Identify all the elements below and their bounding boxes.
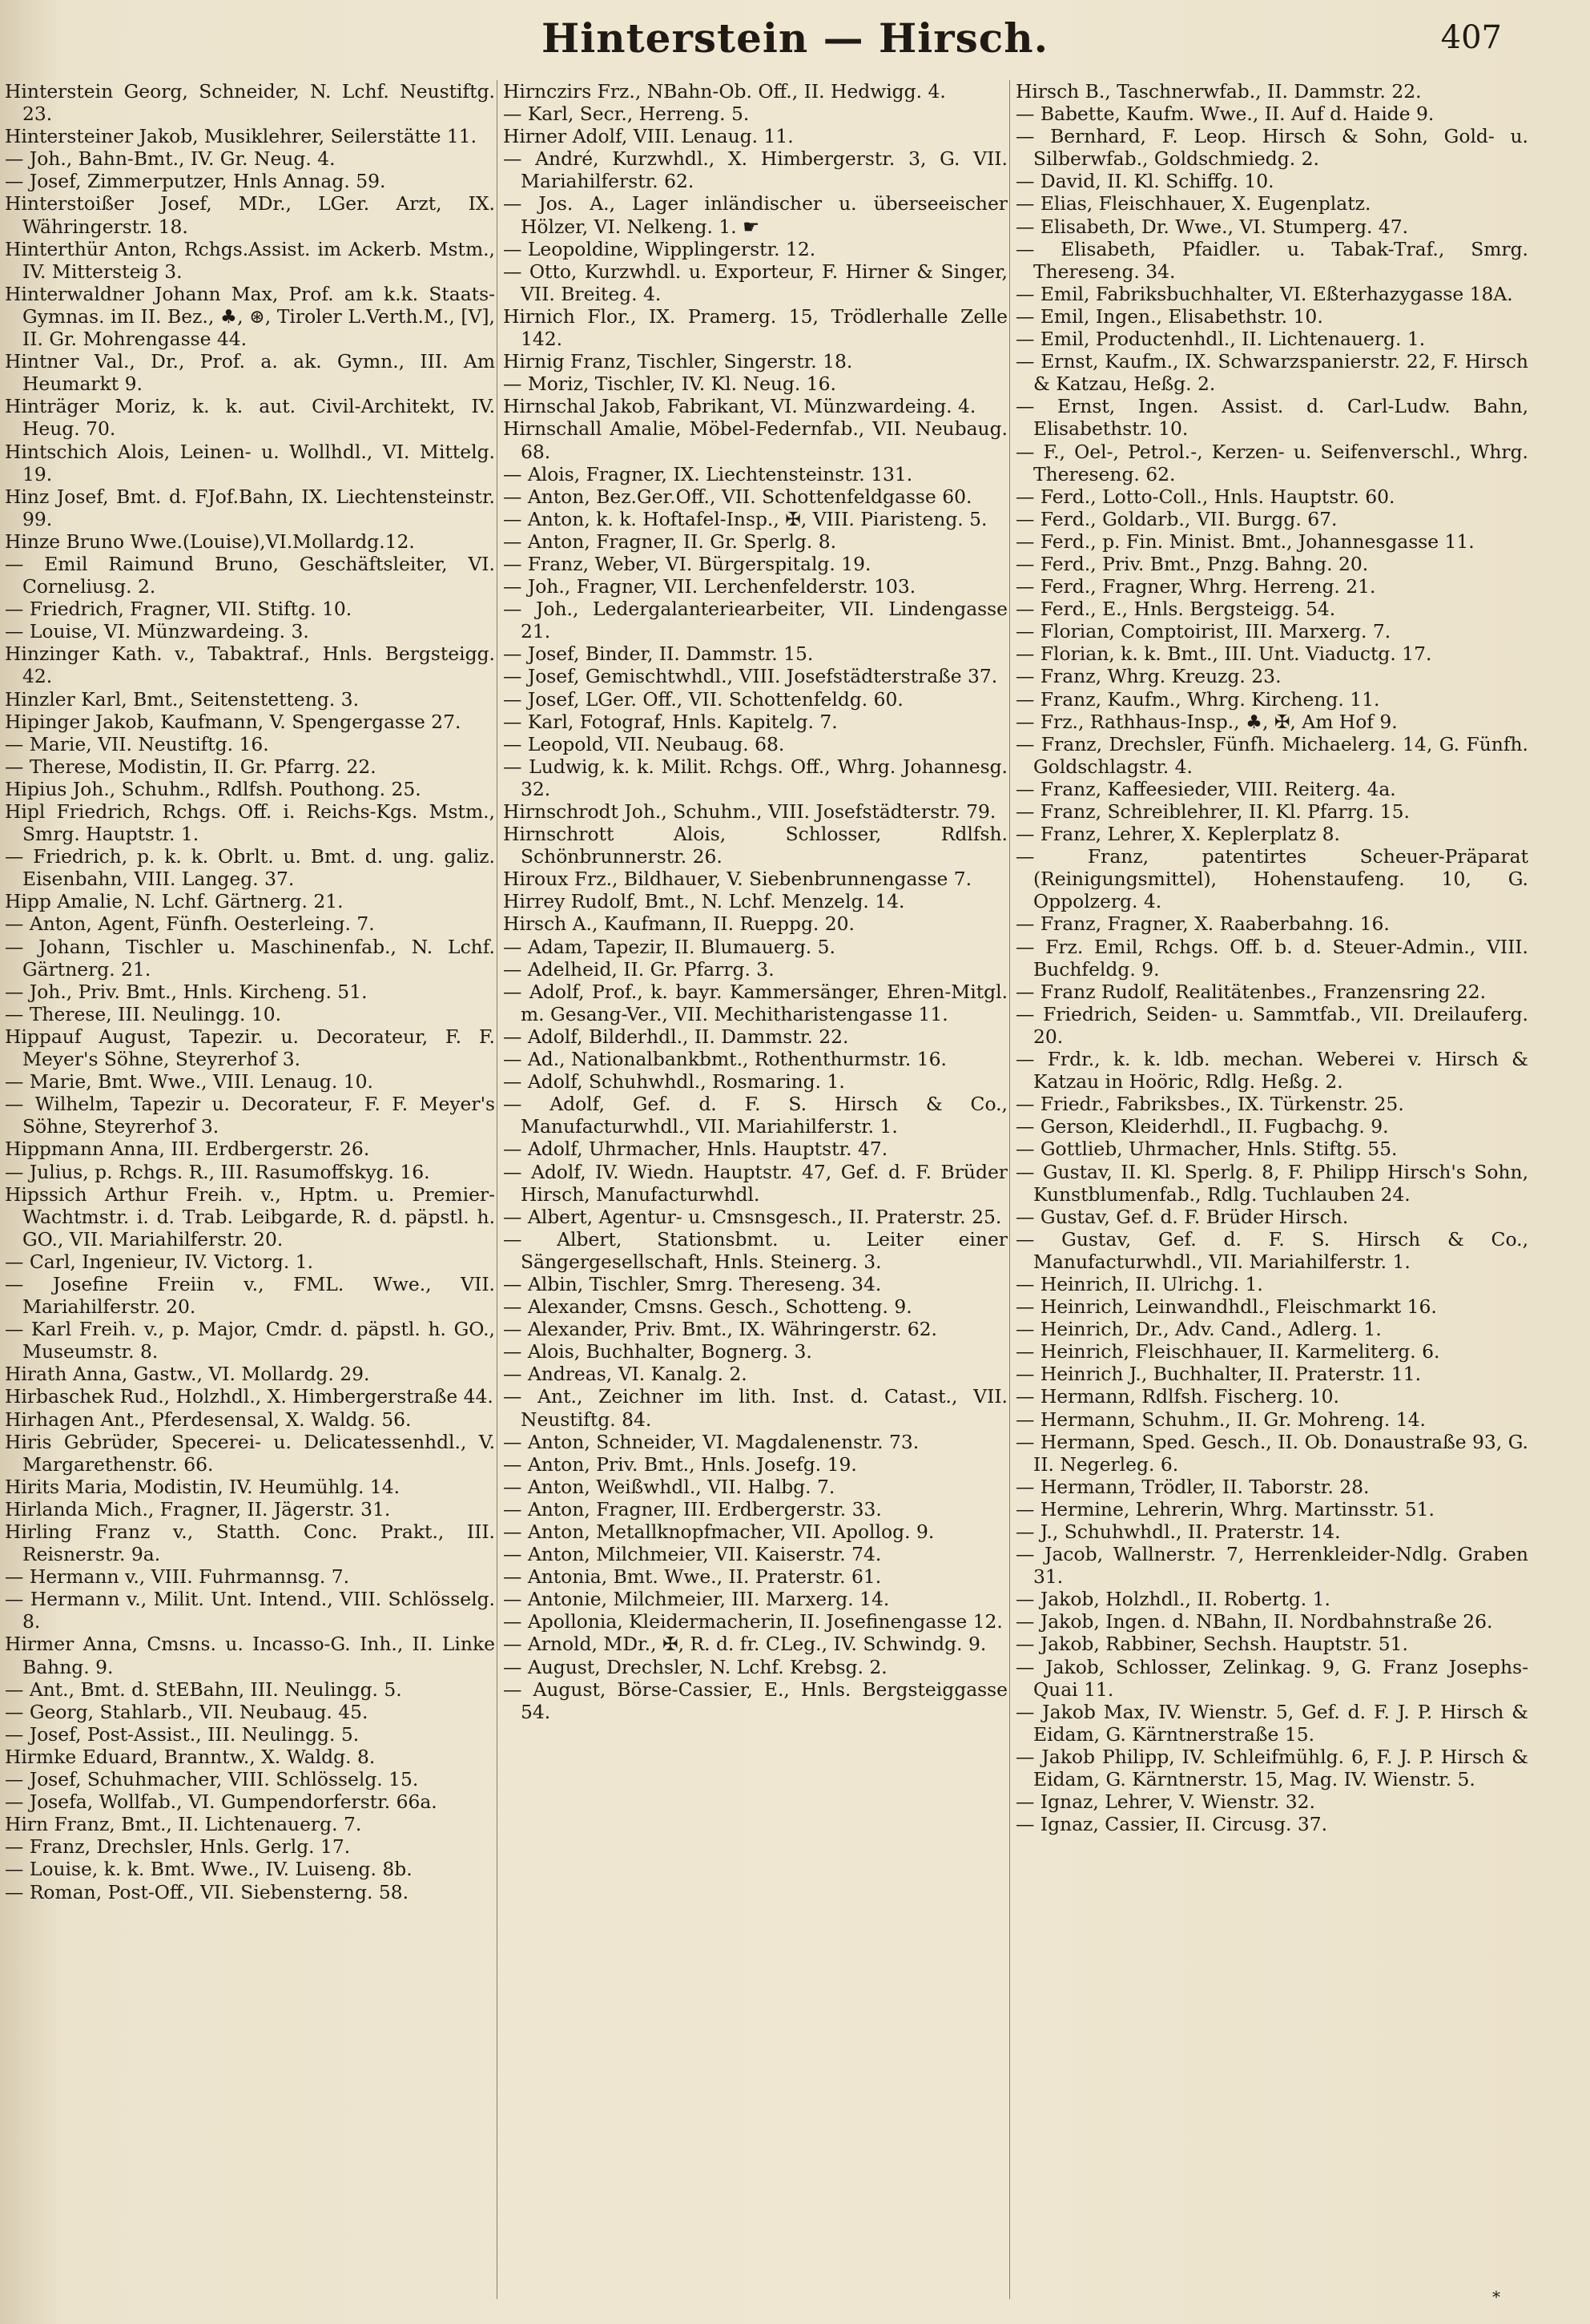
directory-entry: — Gustav, Gef. d. F. S. Hirsch & Co., Manufacturwhdl., VII. Mariahilferstr. 1.: [1016, 1227, 1528, 1273]
directory-entry: — August, Börse-Cassier, E., Hnls. Bergsteiggasse 54.: [503, 1678, 1008, 1723]
directory-entry: — Emil, Ingen., Elisabethstr. 10.: [1016, 304, 1323, 328]
column-middle: [503, 80, 1008, 2307]
directory-entry: — Ignaz, Cassier, II. Circusg. 37.: [1016, 1813, 1328, 1836]
directory-entry: Hirner Adolf, VIII. Lenaug. 11.: [503, 125, 794, 148]
directory-entry: — Karl, Secr., Herreng. 5.: [503, 103, 750, 126]
directory-entry: — Adolf, Prof., k. bayr. Kammersänger, Ehren-Mitgl. m. Gesang-Ver., VII. Mechitharistengasse 11.: [503, 980, 1008, 1025]
directory-entry: — Emil, Fabriksbuchhalter, VI. Eßterhazygasse 18A.: [1016, 282, 1513, 305]
directory-entry: — Gottlieb, Uhrmacher, Hnls. Stiftg. 55.: [1016, 1138, 1398, 1161]
directory-entry: — Apollonia, Kleidermacherin, II. Josefinengasse 12.: [503, 1610, 1003, 1633]
directory-entry: Hipl Friedrich, Rchgs. Off. i. Reichs-Kgs. Mstm., Smrg. Hauptstr. 1.: [5, 800, 495, 846]
directory-entry: Hirnschrott Alois, Schlosser, Rdlfsh. Schönbrunnerstr. 26.: [503, 823, 1008, 868]
directory-entry: — Karl, Fotograf, Hnls. Kapitelg. 7.: [503, 710, 838, 733]
directory-entry: — Heinrich, Fleischhauer, II. Karmeliterg. 6.: [1016, 1340, 1440, 1363]
directory-entry: — Josef, Zimmerputzer, Hnls Annag. 59.: [5, 170, 386, 193]
directory-entry: — Otto, Kurzwhdl. u. Exporteur, F. Hirner & Singer, VII. Breiteg. 4.: [503, 260, 1008, 305]
directory-entry: Hirath Anna, Gastw., VI. Mollardg. 29.: [5, 1363, 370, 1386]
directory-entry: — Ludwig, k. k. Milit. Rchgs. Off., Whrg. Johannesg. 32.: [503, 755, 1008, 800]
directory-entry: — Alexander, Priv. Bmt., IX. Währingerstr. 62.: [503, 1318, 937, 1341]
running-title: Hinterstein — Hirsch.: [541, 14, 1049, 62]
directory-entry: — Heinrich, II. Ulrichg. 1.: [1016, 1272, 1263, 1295]
directory-entry: Hirnczirs Frz., NBahn-Ob. Off., II. Hedwigg. 4.: [503, 80, 946, 103]
directory-entry: — Anton, Agent, Fünfh. Oesterleing. 7.: [5, 912, 375, 936]
directory-entry: — Gustav, II. Kl. Sperlg. 8, F. Philipp Hirsch's Sohn, Kunstblumenfab., Rdlg. Tuchlauben 24.: [1016, 1160, 1528, 1206]
directory-entry: — Hermann, Schuhm., II. Gr. Mohreng. 14.: [1016, 1408, 1426, 1431]
directory-entry: — Alexander, Cmsns. Gesch., Schotteng. 9.: [503, 1295, 912, 1319]
directory-entry: Hinträger Moriz, k. k. aut. Civil-Architekt, IV. Heug. 70.: [5, 395, 495, 441]
column-right: [1016, 80, 1528, 2307]
directory-entry: — Elisabeth, Dr. Wwe., VI. Stumperg. 47.: [1016, 215, 1409, 238]
directory-entry: — Gustav, Gef. d. F. Brüder Hirsch.: [1016, 1205, 1349, 1228]
directory-entry: — Anton, k. k. Hoftafel-Insp., ✠, VIII. Piaristeng. 5.: [503, 507, 988, 530]
directory-entry: — Albert, Agentur- u. Cmsnsgesch., II. Praterstr. 25.: [503, 1205, 1002, 1228]
directory-entry: — Adolf, Schuhwhdl., Rosmaring. 1.: [503, 1070, 845, 1094]
directory-entry: — Josef, Schuhmacher, VIII. Schlösselg. 15.: [5, 1768, 419, 1791]
directory-entry: — Jacob, Wallnerstr. 7, Herrenkleider-Ndlg. Graben 31.: [1016, 1543, 1528, 1589]
directory-entry: — Heinrich, Dr., Adv. Cand., Adlerg. 1.: [1016, 1318, 1382, 1341]
directory-entry: — Antonie, Milchmeier, III. Marxerg. 14.: [503, 1588, 890, 1611]
directory-entry: — Heinrich, Leinwandhdl., Fleischmarkt 16.: [1016, 1295, 1437, 1319]
directory-entry: Hinzler Karl, Bmt., Seitenstetteng. 3.: [5, 687, 360, 711]
directory-entry: — Adolf, Gef. d. F. S. Hirsch & Co., Manufacturwhdl., VII. Mariahilferstr. 1.: [503, 1093, 1008, 1138]
directory-entry: Hirbaschek Rud., Holzhdl., X. Himbergerstraße 44.: [5, 1385, 493, 1408]
directory-entry: Hirnich Flor., IX. Pramerg. 15, Trödlerhalle Zelle 142.: [503, 304, 1008, 351]
directory-entry: — Ignaz, Lehrer, V. Wienstr. 32.: [1016, 1790, 1315, 1814]
directory-entry: — Louise, VI. Münzwardeing. 3.: [5, 620, 309, 643]
directory-entry: Hirnschrodt Joh., Schuhm., VIII. Josefstädterstr. 79.: [503, 800, 996, 823]
directory-entry: — Ferd., p. Fin. Minist. Bmt., Johannesgasse 11.: [1016, 530, 1475, 553]
directory-entry: — Anton, Fragner, III. Erdbergerstr. 33.: [503, 1497, 882, 1520]
directory-entry: — Joh., Priv. Bmt., Hnls. Kircheng. 51.: [5, 980, 368, 1003]
directory-entry: — Ant., Bmt. d. StEBahn, III. Neulingg. 5.: [5, 1678, 402, 1701]
directory-entry: Hirmer Anna, Cmsns. u. Incasso-G. Inh., II. Linke Bahng. 9.: [5, 1633, 495, 1678]
directory-entry: — Emil Raimund Bruno, Geschäftsleiter, VI. Corneliusg. 2.: [5, 552, 495, 598]
directory-entry: — Leopold, VII. Neubaug. 68.: [503, 732, 785, 755]
directory-entry: Hirsch A., Kaufmann, II. Rueppg. 20.: [503, 912, 855, 936]
directory-entry: — Adolf, Uhrmacher, Hnls. Hauptstr. 47.: [503, 1138, 888, 1161]
directory-entry: Hinterstein Georg, Schneider, N. Lchf. Neustiftg. 23.: [5, 80, 495, 126]
directory-entry: — Joh., Fragner, VII. Lerchenfelderstr. 103.: [503, 575, 916, 598]
directory-entry: — Franz, Drechsler, Hnls. Gerlg. 17.: [5, 1835, 351, 1859]
page-number: 407: [1440, 19, 1502, 56]
directory-entry: Hirnschal Jakob, Fabrikant, VI. Münzwardeing. 4.: [503, 395, 976, 418]
directory-entry: — Julius, p. Rchgs. R., III. Rasumoffskyg. 16.: [5, 1160, 430, 1183]
directory-entry: — Therese, III. Neulingg. 10.: [5, 1002, 282, 1025]
directory-entry: — Albin, Tischler, Smrg. Thereseng. 34.: [503, 1272, 882, 1295]
directory-entry: Hipinger Jakob, Kaufmann, V. Spengergasse 27.: [5, 710, 461, 733]
directory-entry: — Anton, Schneider, VI. Magdalenenstr. 73.: [503, 1430, 920, 1453]
directory-entry: — Joh., Ledergalanteriearbeiter, VII. Lindengasse 21.: [503, 598, 1008, 643]
directory-entry: Hinze Bruno Wwe.(Louise),VI.Mollardg.12.: [5, 530, 415, 553]
directory-entry: — Friedrich, Fragner, VII. Stiftg. 10.: [5, 598, 352, 621]
directory-entry: Hintschich Alois, Leinen- u. Wollhdl., VI. Mittelg. 19.: [5, 440, 495, 485]
directory-entry: — Josef, LGer. Off., VII. Schottenfeldg. 60.: [503, 687, 904, 711]
directory-entry: — Franz, Fragner, X. Raaberbahng. 16.: [1016, 912, 1390, 936]
page-header: [0, 0, 1590, 84]
directory-entry: — Ferd., Fragner, Whrg. Herreng. 21.: [1016, 575, 1376, 598]
directory-entry: — Anton, Bez.Ger.Off., VII. Schottenfeldgasse 60.: [503, 485, 972, 508]
directory-entry: — Bernhard, F. Leop. Hirsch & Sohn, Gold- u. Silberwfab., Goldschmiedg. 2.: [1016, 125, 1528, 171]
directory-entry: — Georg, Stahlarb., VII. Neubaug. 45.: [5, 1700, 368, 1723]
directory-entry: — Adam, Tapezir, II. Blumauerg. 5.: [503, 935, 835, 958]
directory-entry: — Frz., Rathhaus-Insp., ♣, ✠, Am Hof 9.: [1016, 710, 1398, 733]
directory-entry: — Jakob, Rabbiner, Sechsh. Hauptstr. 51.: [1016, 1633, 1408, 1656]
directory-entry: — Jakob, Ingen. d. NBahn, II. Nordbahnstraße 26.: [1016, 1610, 1493, 1633]
directory-entry: — Franz, Kaffeesieder, VIII. Reiterg. 4a.: [1016, 777, 1396, 800]
directory-entry: Hirnig Franz, Tischler, Singerstr. 18.: [503, 350, 853, 373]
directory-entry: Hirits Maria, Modistin, IV. Heumühlg. 14.: [5, 1475, 401, 1498]
directory-entry: — Andreas, VI. Kanalg. 2.: [503, 1363, 747, 1386]
directory-entry: — Albert, Stationsbmt. u. Leiter einer Sängergesellschaft, Hnls. Steinerg. 3.: [503, 1227, 1008, 1273]
directory-entry: — Antonia, Bmt. Wwe., II. Praterstr. 61.: [503, 1565, 882, 1589]
directory-entry: Hirnschall Amalie, Möbel-Federnfab., VII. Neubaug. 68.: [503, 417, 1008, 463]
directory-entry: — Johann, Tischler u. Maschinenfab., N. Lchf. Gärtnerg. 21.: [5, 935, 495, 981]
directory-entry: — Hermann v., Milit. Unt. Intend., VIII. Schlösselg. 8.: [5, 1588, 495, 1633]
directory-entry: — Arnold, MDr., ✠, R. d. fr. CLeg., IV. Schwindg. 9.: [503, 1633, 987, 1656]
directory-entry: Hipp Amalie, N. Lchf. Gärtnerg. 21.: [5, 890, 344, 913]
directory-entry: — Franz, Schreiblehrer, II. Kl. Pfarrg. 15.: [1016, 800, 1410, 823]
directory-entry: — Alois, Buchhalter, Bognerg. 3.: [503, 1340, 812, 1363]
directory-entry: — Moriz, Tischler, IV. Kl. Neug. 16.: [503, 373, 836, 396]
directory-entry: — Franz, Kaufm., Whrg. Kircheng. 11.: [1016, 687, 1380, 711]
directory-entry: Hirlanda Mich., Fragner, II. Jägerstr. 31.: [5, 1497, 391, 1520]
directory-entry: — Elisabeth, Pfaidler. u. Tabak-Traf., Smrg. Thereseng. 34.: [1016, 237, 1528, 283]
directory-entry: — Ferd., Priv. Bmt., Pnzg. Bahng. 20.: [1016, 552, 1369, 575]
directory-entry: — Josef, Binder, II. Dammstr. 15.: [503, 642, 814, 666]
directory-entry: — Therese, Modistin, II. Gr. Pfarrg. 22.: [5, 755, 376, 778]
directory-entry: — Josefa, Wollfab., VI. Gumpendorferstr. 66a.: [5, 1790, 437, 1814]
directory-entry: — Roman, Post-Off., VII. Siebensterng. 58.: [5, 1880, 409, 1903]
directory-entry: — Adolf, Bilderhdl., II. Dammstr. 22.: [503, 1025, 849, 1048]
directory-entry: Hirling Franz v., Statth. Conc. Prakt., III. Reisnerstr. 9a.: [5, 1520, 495, 1566]
directory-entry: — Franz, Drechsler, Fünfh. Michaelerg. 14, G. Fünfh. Goldschlagstr. 4.: [1016, 732, 1528, 778]
directory-entry: Hirsch B., Taschnerwfab., II. Dammstr. 22.: [1016, 80, 1422, 103]
directory-entry: — Leopoldine, Wipplingerstr. 12.: [503, 237, 816, 260]
directory-entry: — Josef, Post-Assist., III. Neulingg. 5.: [5, 1722, 360, 1746]
directory-entry: — Ferd., E., Hnls. Bergsteigg. 54.: [1016, 598, 1336, 621]
directory-entry: — Ernst, Kaufm., IX. Schwarzspanierstr. 22, F. Hirsch & Katzau, Heßg. 2.: [1016, 350, 1528, 396]
directory-entry: — Louise, k. k. Bmt. Wwe., IV. Luiseng. 8b.: [5, 1858, 413, 1881]
directory-entry: — Anton, Priv. Bmt., Hnls. Josefg. 19.: [503, 1452, 857, 1476]
directory-entry: Hirrey Rudolf, Bmt., N. Lchf. Menzelg. 14.: [503, 890, 905, 913]
directory-entry: — Adolf, IV. Wiedn. Hauptstr. 47, Gef. d. F. Brüder Hirsch, Manufacturwhdl.: [503, 1160, 1008, 1206]
directory-entry: Hiris Gebrüder, Specerei- u. Delicatessenhdl., V. Margarethenstr. 66.: [5, 1430, 495, 1476]
directory-entry: — Carl, Ingenieur, IV. Victorg. 1.: [5, 1250, 314, 1273]
directory-entry: — Hermann, Rdlfsh. Fischerg. 10.: [1016, 1385, 1339, 1408]
directory-entry: — August, Drechsler, N. Lchf. Krebsg. 2.: [503, 1655, 888, 1678]
directory-entry: Hinz Josef, Bmt. d. FJof.Bahn, IX. Liechtensteinstr. 99.: [5, 485, 495, 530]
directory-entry: Hinterwaldner Johann Max, Prof. am k.k. Staats-Gymnas. im II. Bez., ♣, ⊛, Tiroler L.Verth.M., [V], II. Gr. Mohrengasse 44.: [5, 282, 495, 351]
directory-entry: — Ferd., Lotto-Coll., Hnls. Hauptstr. 60.: [1016, 485, 1395, 508]
directory-entry: — Gerson, Kleiderhdl., II. Fugbachg. 9.: [1016, 1115, 1389, 1138]
directory-entry: — Florian, Comptoirist, III. Marxerg. 7.: [1016, 620, 1391, 643]
directory-entry: — Friedrich, Seiden- u. Sammtfab., VII. Dreilauferg. 20.: [1016, 1002, 1528, 1048]
directory-entry: Hirhagen Ant., Pferdesensal, X. Waldg. 56.: [5, 1408, 412, 1431]
directory-entry: Hinterthür Anton, Rchgs.Assist. im Ackerb. Mstm., IV. Mittersteig 3.: [5, 237, 495, 283]
directory-entry: — Josef, Gemischtwhdl., VIII. Josefstädterstraße 37.: [503, 665, 998, 688]
directory-entry: — Franz, patentirtes Scheuer-Präparat (Reinigungsmittel), Hohenstaufeng. 10, G. Oppolzerg. 4.: [1016, 845, 1528, 913]
directory-entry: — Hermann, Sped. Gesch., II. Ob. Donaustraße 93, G. II. Negerleg. 6.: [1016, 1430, 1528, 1476]
directory-entry: — Josefine Freiin v., FML. Wwe., VII. Mariahilferstr. 20.: [5, 1272, 495, 1319]
directory-entry: Hirn Franz, Bmt., II. Lichtenauerg. 7.: [5, 1813, 362, 1836]
directory-entry: — Heinrich J., Buchhalter, II. Praterstr. 11.: [1016, 1363, 1422, 1386]
column-left: [5, 80, 495, 2307]
directory-entry: — David, II. Kl. Schiffg. 10.: [1016, 170, 1274, 193]
directory-entry: — Jos. A., Lager inländischer u. überseeischer Hölzer, VI. Nelkeng. 1. ☛: [503, 192, 1008, 238]
directory-entry: — Marie, VII. Neustiftg. 16.: [5, 732, 269, 755]
directory-entry: Hinterstoißer Josef, MDr., LGer. Arzt, IX. Währingerstr. 18.: [5, 192, 495, 238]
directory-entry: Hiroux Frz., Bildhauer, V. Siebenbrunnengasse 7.: [503, 868, 972, 891]
directory-entry: — Florian, k. k. Bmt., III. Unt. Viaductg. 17.: [1016, 642, 1432, 666]
directory-entry: — Franz Rudolf, Realitätenbes., Franzensring 22.: [1016, 980, 1487, 1003]
directory-entry: Hippauf August, Tapezir. u. Decorateur, F. F. Meyer's Söhne, Steyrerhof 3.: [5, 1025, 495, 1071]
directory-entry: — Marie, Bmt. Wwe., VIII. Lenaug. 10.: [5, 1070, 373, 1094]
directory-entry: — Anton, Fragner, II. Gr. Sperlg. 8.: [503, 530, 837, 553]
directory-entry: — Hermann v., VIII. Fuhrmannsg. 7.: [5, 1565, 350, 1589]
directory-entry: — Joh., Bahn-Bmt., IV. Gr. Neug. 4.: [5, 147, 336, 171]
directory-entry: Hinzinger Kath. v., Tabaktraf., Hnls. Bergsteigg. 42.: [5, 642, 495, 688]
directory-entry: — Jakob, Holzhdl., II. Robertg. 1.: [1016, 1588, 1330, 1611]
directory-entry: — Emil, Productenhdl., II. Lichtenauerg. 1.: [1016, 328, 1426, 351]
directory-entry: — Wilhelm, Tapezir u. Decorateur, F. F. Meyer's Söhne, Steyrerhof 3.: [5, 1093, 495, 1138]
directory-entry: — Ant., Zeichner im lith. Inst. d. Catast., VII. Neustiftg. 84.: [503, 1385, 1008, 1431]
directory-entry: Hipius Joh., Schuhm., Rdlfsh. Pouthong. 25.: [5, 777, 421, 800]
directory-entry: — Jakob, Schlosser, Zelinkag. 9, G. Franz Josephs-Quai 11.: [1016, 1655, 1528, 1701]
directory-entry: — Hermine, Lehrerin, Whrg. Martinsstr. 51.: [1016, 1497, 1435, 1520]
directory-entry: Hintersteiner Jakob, Musiklehrer, Seilerstätte 11.: [5, 125, 477, 148]
directory-entry: Hintner Val., Dr., Prof. a. ak. Gymn., III. Am Heumarkt 9.: [5, 350, 495, 396]
directory-entry: — Jakob Max, IV. Wienstr. 5, Gef. d. F. J. P. Hirsch & Eidam, G. Kärntnerstraße 15.: [1016, 1700, 1528, 1746]
directory-entry: — André, Kurzwhdl., X. Himbergerstr. 3, G. VII. Mariahilferstr. 62.: [503, 147, 1008, 193]
directory-entry: — Ad., Nationalbankbmt., Rothenthurmstr. 16.: [503, 1048, 947, 1071]
directory-entry: — Anton, Milchmeier, VII. Kaiserstr. 74.: [503, 1543, 882, 1566]
end-mark: *: [1492, 2287, 1500, 2306]
directory-entry: — F., Oel-, Petrol.-, Kerzen- u. Seifenverschl., Whrg. Thereseng. 62.: [1016, 440, 1528, 485]
directory-entry: — J., Schuhwhdl., II. Praterstr. 14.: [1016, 1520, 1341, 1543]
directory-entry: — Karl Freih. v., p. Major, Cmdr. d. päpstl. h. GO., Museumstr. 8.: [5, 1318, 495, 1363]
directory-entry: — Frz. Emil, Rchgs. Off. b. d. Steuer-Admin., VIII. Buchfeldg. 9.: [1016, 935, 1528, 981]
directory-entry: — Ernst, Ingen. Assist. d. Carl-Ludw. Bahn, Elisabethstr. 10.: [1016, 395, 1528, 441]
directory-entry: — Friedr., Fabriksbes., IX. Türkenstr. 25.: [1016, 1093, 1404, 1116]
directory-entry: — Anton, Metallknopfmacher, VII. Apollog. 9.: [503, 1520, 935, 1543]
directory-entry: Hirmke Eduard, Branntw., X. Waldg. 8.: [5, 1745, 376, 1768]
directory-entry: — Jakob Philipp, IV. Schleifmühlg. 6, F. J. P. Hirsch & Eidam, G. Kärntnerstr. 15, Mag. IV. Wienstr. 5.: [1016, 1745, 1528, 1791]
directory-entry: Hipssich Arthur Freih. v., Hptm. u. Premier-Wachtmstr. i. d. Trab. Leibgarde, R. d. päpstl. h. GO., VII. Mariahilferstr. 20.: [5, 1182, 495, 1251]
directory-entry: — Franz, Weber, VI. Bürgerspitalg. 19.: [503, 552, 871, 575]
directory-entry: — Franz, Lehrer, X. Keplerplatz 8.: [1016, 823, 1340, 846]
directory-entry: — Elias, Fleischhauer, X. Eugenplatz.: [1016, 192, 1371, 215]
directory-entry: Hippmann Anna, III. Erdbergerstr. 26.: [5, 1138, 370, 1161]
directory-entry: — Franz, Whrg. Kreuzg. 23.: [1016, 665, 1282, 688]
directory-entry: — Hermann, Trödler, II. Taborstr. 28.: [1016, 1475, 1370, 1498]
directory-entry: — Ferd., Goldarb., VII. Burgg. 67.: [1016, 507, 1338, 530]
directory-entry: — Babette, Kaufm. Wwe., II. Auf d. Haide 9.: [1016, 103, 1435, 126]
directory-columns: [0, 80, 1590, 2307]
directory-entry: — Adelheid, II. Gr. Pfarrg. 3.: [503, 957, 775, 981]
directory-entry: — Frdr., k. k. ldb. mechan. Weberei v. Hirsch & Katzau in Hoöric, Rdlg. Heßg. 2.: [1016, 1048, 1528, 1094]
directory-entry: — Friedrich, p. k. k. Obrlt. u. Bmt. d. ung. galiz. Eisenbahn, VIII. Langeg. 37.: [5, 845, 495, 891]
directory-entry: — Anton, Weißwhdl., VII. Halbg. 7.: [503, 1475, 835, 1498]
directory-entry: — Alois, Fragner, IX. Liechtensteinstr. 131.: [503, 462, 913, 485]
